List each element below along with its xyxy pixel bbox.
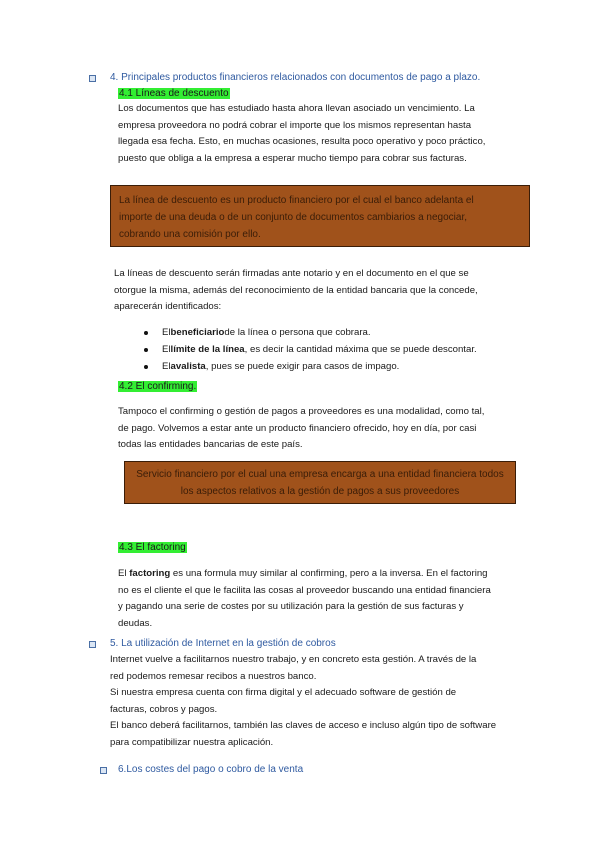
text-line: red podemos remesar recibos a nuestros banco.	[110, 670, 317, 682]
section6-heading: 6.Los costes del pago o cobro de la venta	[118, 764, 304, 775]
section4-heading: 4. Principales productos financieros relacionados con documentos de pago a plazo.	[110, 72, 481, 83]
text-line: llegada esa fecha. Esto, en muchas ocasiones, resulta poco operativo y poco práctico,	[118, 136, 486, 147]
sub1-title: 4.1 Líneas de descuento	[119, 88, 229, 99]
section5-heading: 5. La utilización de Internet en la gestión de cobros	[110, 638, 336, 649]
sub1-paragraph-2	[114, 266, 478, 316]
bullet-dot-icon	[144, 348, 148, 352]
box-line: cobrando una comisión por ello.	[119, 229, 261, 240]
text-line	[118, 566, 491, 583]
text-line: de pago. Volvemos a estar ante un producto financiero ofrecido, hoy en día, por casi	[118, 422, 477, 434]
box-line: La línea de descuento es un producto financiero por el cual el banco adelanta el	[119, 195, 474, 206]
list-item-text: , es decir la cantidad máxima que se puede descontar.	[244, 344, 477, 355]
sub1-paragraph	[118, 101, 485, 167]
text-line: para compatibilizar nuestra aplicación.	[110, 736, 274, 748]
list-item-text: de la línea o persona que cobrara.	[224, 327, 371, 338]
sub3-title: 4.3 El factoring	[119, 542, 186, 553]
text-line: facturas, cobros y pagos.	[110, 703, 218, 715]
list-item	[144, 358, 477, 375]
text-bold: factoring	[129, 568, 171, 579]
text-line: Internet vuelve a facilitarnos nuestro trabajo, y en concreto esta gestión. A través de la	[110, 654, 477, 665]
list-item-text: El	[162, 327, 171, 338]
text-line: Los documentos que has estudiado hasta ahora llevan asociado un vencimiento. La	[118, 103, 475, 114]
text-fragment: El	[118, 568, 130, 579]
list-item	[144, 341, 477, 358]
text-line: otorgue la misma, además del reconocimiento de la entidad bancaria que la concede,	[114, 284, 478, 296]
text-line: deudas.	[118, 617, 153, 629]
section6-bullet-icon	[100, 767, 107, 774]
sub2-paragraph	[118, 404, 484, 454]
text-line: Si nuestra empresa cuenta con firma digital y el adecuado software de gestión de	[110, 687, 457, 698]
text-line: no es el cliente el que le facilita las cosas al proveedor buscando una entidad financiera	[118, 584, 491, 596]
text-line: El banco deberá facilitarnos, también las claves de acceso e incluso algún tipo de software	[110, 720, 497, 731]
identified-list	[144, 324, 477, 375]
bullet-dot-icon	[144, 365, 148, 369]
bullet-dot-icon	[144, 331, 148, 335]
section5-paragraph	[110, 652, 496, 751]
box-line: los aspectos relativos a la gestión de pagos a sus proveedores	[180, 486, 460, 497]
list-item-bold: límite de la línea	[170, 344, 245, 355]
list-item-text: , pues se puede exigir para casos de impago.	[205, 361, 400, 372]
section5-bullet-icon	[89, 641, 96, 648]
list-item-bold: beneficiario	[170, 327, 225, 338]
list-item	[144, 324, 477, 341]
text-line: empresa proveedora no podrá cobrar el importe que los mismos representan hasta	[118, 119, 472, 131]
sub3-paragraph	[118, 566, 491, 632]
definition-box-confirming	[124, 461, 516, 504]
box-line: importe de una deuda o de un conjunto de documentos cambiarios a negociar,	[119, 212, 468, 223]
list-item-bold: avalista	[170, 361, 206, 372]
text-line: Tampoco el confirming o gestión de pagos a proveedores es una modalidad, como tal,	[118, 406, 485, 417]
box-line: Servicio financiero por el cual una empresa encarga a una entidad financiera todos	[136, 469, 504, 480]
sub2-title: 4.2 El confirming.	[119, 381, 197, 392]
list-item-text: El	[162, 361, 171, 372]
text-line: aparecerán identificados:	[114, 301, 222, 312]
text-line: y pagando una serie de costes por su utilización para la gestión de sus facturas y	[118, 601, 464, 612]
section4-bullet-icon	[89, 75, 96, 82]
text-fragment: es una formula muy similar al confirming, pero a la inversa. En el factoring	[170, 568, 488, 579]
text-line: todas las entidades bancarias de este país.	[118, 439, 303, 450]
text-line: La líneas de descuento serán firmadas ante notario y en el documento en el que se	[114, 268, 469, 279]
text-line: puesto que obliga a la empresa a esperar mucho tiempo para cobrar sus facturas.	[118, 152, 467, 164]
list-item-text: El	[162, 344, 171, 355]
definition-box-descuento	[110, 185, 530, 247]
